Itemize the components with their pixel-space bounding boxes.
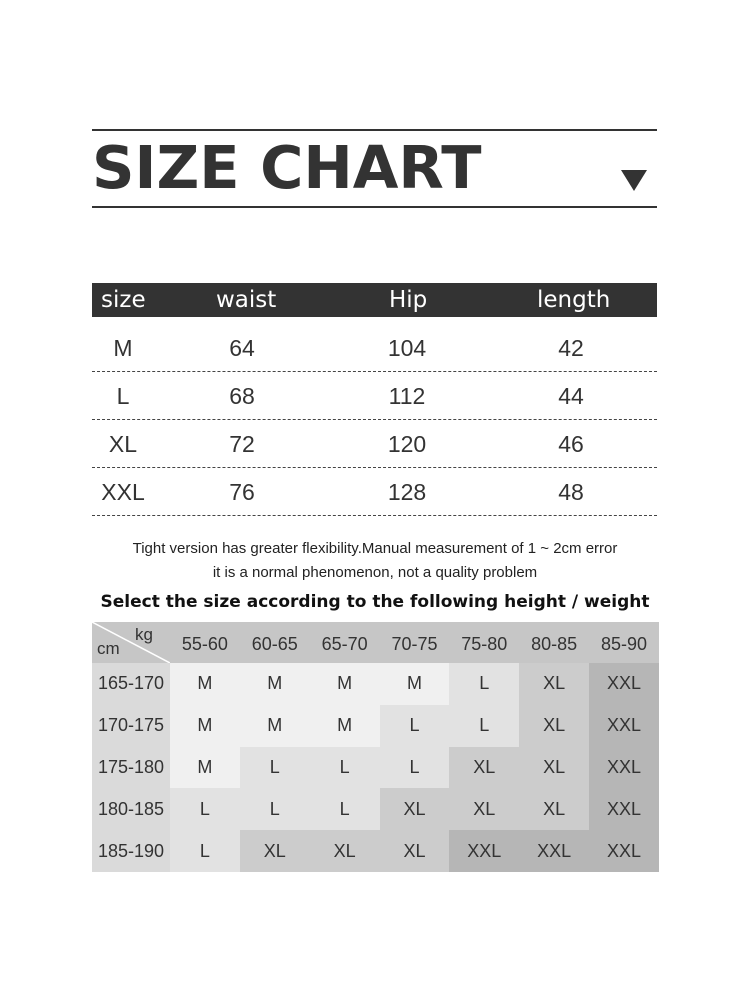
size-cell: M [380,663,450,705]
measure-cell-length: 44 [558,383,584,409]
measure-cell-size: L [116,383,130,409]
size-cell: L [240,788,310,830]
header-size: size [101,287,146,313]
size-cell: XL [519,705,589,747]
height-label: 175-180 [92,747,170,789]
size-cell: XL [449,788,519,830]
size-cell: M [310,705,380,747]
measure-cell-waist: 76 [229,479,255,505]
size-cell: M [310,663,380,705]
measure-cell-size: M [113,335,133,361]
note-line-1: Tight version has greater flexibility.Manual measurement of 1 ~ 2cm error [132,540,618,557]
height-label: 170-175 [92,705,170,747]
size-cell: L [170,830,240,872]
bottom-rule [92,206,657,208]
size-cell: XL [380,830,450,872]
measure-table-header [92,283,657,317]
size-cell: L [449,663,519,705]
measure-table-row [92,421,657,469]
grid-corner [92,622,170,663]
height-weight-size-grid [92,622,659,872]
dashed-divider [92,467,657,468]
measure-table-row [92,325,657,373]
note-line-2: it is a normal phenomenon, not a quality problem [212,564,538,581]
dashed-divider [92,515,657,516]
size-cell: L [449,705,519,747]
size-cell: XXL [589,830,659,872]
weight-header: 80-85 [519,622,589,663]
header-length: length [537,287,611,313]
size-cell: XXL [589,788,659,830]
size-cell: M [240,705,310,747]
size-cell: XL [519,663,589,705]
size-cell: M [170,747,240,789]
size-cell: XL [449,747,519,789]
corner-kg-label: kg [135,625,153,644]
size-cell: L [380,705,450,747]
weight-header: 65-70 [310,622,380,663]
header-hip: Hip [389,287,428,313]
weight-header: 75-80 [449,622,519,663]
measure-cell-hip: 128 [387,479,427,505]
size-cell: XL [380,788,450,830]
size-cell: L [240,747,310,789]
selection-title: Select the size according to the following height / weight [100,592,650,612]
size-cell: L [310,747,380,789]
measure-cell-length: 42 [558,335,584,361]
weight-header: 60-65 [240,622,310,663]
down-triangle-icon [621,170,647,191]
size-cell: XXL [519,830,589,872]
size-cell: XL [519,747,589,789]
dashed-divider [92,419,657,420]
measure-cell-hip: 120 [387,431,427,457]
top-rule [92,129,657,131]
weight-header: 55-60 [170,622,240,663]
size-cell: L [310,788,380,830]
height-label: 180-185 [92,788,170,830]
measure-cell-waist: 68 [229,383,255,409]
measure-cell-length: 46 [558,431,584,457]
size-cell: L [170,788,240,830]
size-cell: XXL [589,663,659,705]
size-cell: M [240,663,310,705]
size-cell: XXL [449,830,519,872]
measure-cell-waist: 72 [229,431,255,457]
size-cell: XL [519,788,589,830]
corner-cm-label: cm [97,639,120,658]
measure-cell-hip: 112 [388,383,426,409]
size-cell: XXL [589,705,659,747]
size-cell: M [170,705,240,747]
size-cell: XL [240,830,310,872]
page-title: SIZE CHART [92,133,482,202]
measure-cell-size: XL [108,431,138,457]
weight-header: 85-90 [589,622,659,663]
size-cell: XXL [589,747,659,789]
size-cell: M [170,663,240,705]
measure-table-row [92,373,657,421]
measure-cell-waist: 64 [229,335,255,361]
header-waist: waist [216,287,277,313]
size-cell: XL [310,830,380,872]
weight-header: 70-75 [380,622,450,663]
measure-cell-length: 48 [558,479,584,505]
measure-cell-hip: 104 [387,335,427,361]
size-cell: L [380,747,450,789]
dashed-divider [92,371,657,372]
measure-cell-size: XXL [101,479,145,505]
measure-table-row [92,469,657,517]
height-label: 185-190 [92,830,170,872]
height-label: 165-170 [92,663,170,705]
